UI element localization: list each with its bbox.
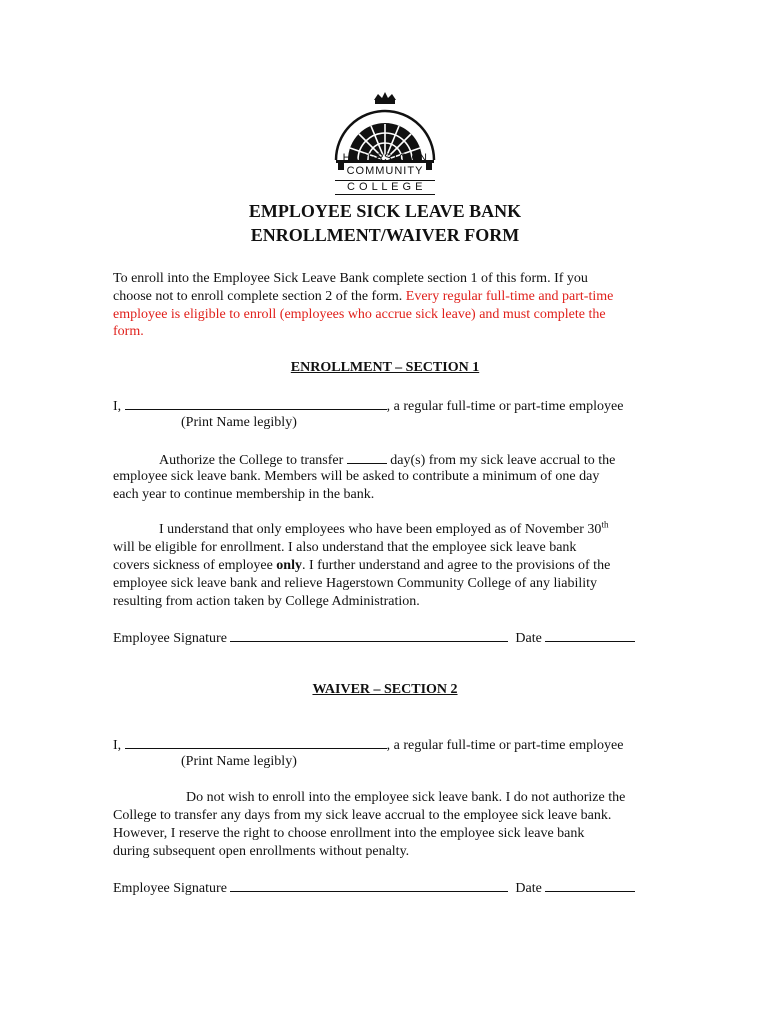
form-title-line-2: ENROLLMENT/WAIVER FORM <box>250 225 520 245</box>
logo-line-2: COMMUNITY <box>346 165 424 177</box>
para2-line-1-text: I understand that only employees who have been employed as of November 30 <box>159 522 602 537</box>
section-1-para2-line-5: resulting from action taken by College Administration. <box>113 594 420 609</box>
superscript-th: th <box>601 519 609 530</box>
signature-label: Employee Signature <box>113 631 227 646</box>
para2-line-3-b: . I further understand and agree to the provisions of the <box>301 558 611 573</box>
intro-line-1: To enroll into the Employee Sick Leave Bank complete section 1 of this form. If you <box>113 271 588 286</box>
section-1-para2-line-4: employee sick leave bank and relieve Hagerstown Community College of any liability <box>113 576 598 591</box>
section-1-name-row <box>113 396 623 416</box>
college-logo <box>318 90 452 198</box>
section-1-para1-line-2: employee sick leave bank. Members will be asked to contribute a minimum of one day <box>113 469 600 484</box>
section-1-para2-line-3 <box>113 557 610 575</box>
intro-line-4: form. <box>113 324 144 339</box>
form-title-line-1: EMPLOYEE SICK LEAVE BANK <box>248 201 522 221</box>
intro-line-2-text: choose not to enroll complete section 2 of the form. <box>113 289 406 304</box>
intro-line-2 <box>113 288 613 306</box>
section-1-date-field[interactable] <box>545 628 635 642</box>
section-1-print-name-field[interactable] <box>125 396 387 410</box>
section-2-signature-field[interactable] <box>230 878 508 892</box>
days-text: day(s) from my sick leave accrual to the <box>390 453 616 468</box>
section-1-heading: ENROLLMENT – SECTION 1 <box>290 360 480 375</box>
name-suffix: , a regular full-time or part-time employee <box>386 738 624 753</box>
section-2-name-row <box>113 735 623 755</box>
para2-line-3-a: covers sickness of employee <box>113 558 277 573</box>
signature-label: Employee Signature <box>113 881 227 896</box>
date-label: Date <box>515 881 542 896</box>
intro-eligibility-note: Every regular full-time and part-time <box>405 289 614 304</box>
section-2-para-line-3: However, I reserve the right to choose enrollment into the employee sick leave bank <box>113 826 585 841</box>
intro-line-3: employee is eligible to enroll (employees who accrue sick leave) and must complete the <box>113 307 606 322</box>
para2-only-emphasis: only <box>276 558 302 573</box>
name-prefix: I, <box>113 399 122 414</box>
date-label: Date <box>515 631 542 646</box>
section-1-para2-line-2: will be eligible for enrollment. I also understand that the employee sick leave bank <box>113 540 577 555</box>
section-1-signature-row <box>113 628 635 648</box>
name-suffix: , a regular full-time or part-time employee <box>386 399 624 414</box>
section-1-para1-line-3: each year to continue membership in the bank. <box>113 487 375 502</box>
section-2-print-name-field[interactable] <box>125 735 387 749</box>
authorize-text: Authorize the College to transfer <box>159 453 344 468</box>
section-2-heading: WAIVER – SECTION 2 <box>312 682 458 697</box>
days-transfer-field[interactable] <box>347 450 387 464</box>
logo-line-3: C O L L E G E <box>335 180 435 195</box>
section-2-date-field[interactable] <box>545 878 635 892</box>
logo-line-1: HAGERSTOWN <box>342 152 428 164</box>
section-1-para1-line-1 <box>159 450 615 470</box>
section-2-print-name-caption: (Print Name legibly) <box>181 754 297 769</box>
section-2-para-line-4: during subsequent open enrollments without penalty. <box>113 844 410 859</box>
name-prefix: I, <box>113 738 122 753</box>
section-2-para-line-1: Do not wish to enroll into the employee sick leave bank. I do not authorize the <box>186 790 626 805</box>
section-1-print-name-caption: (Print Name legibly) <box>181 415 297 430</box>
section-2-para-line-2: College to transfer any days from my sick leave accrual to the employee sick leave bank. <box>113 808 612 823</box>
section-2-signature-row <box>113 878 635 898</box>
section-1-para2-line-1 <box>159 521 608 539</box>
section-1-signature-field[interactable] <box>230 628 508 642</box>
